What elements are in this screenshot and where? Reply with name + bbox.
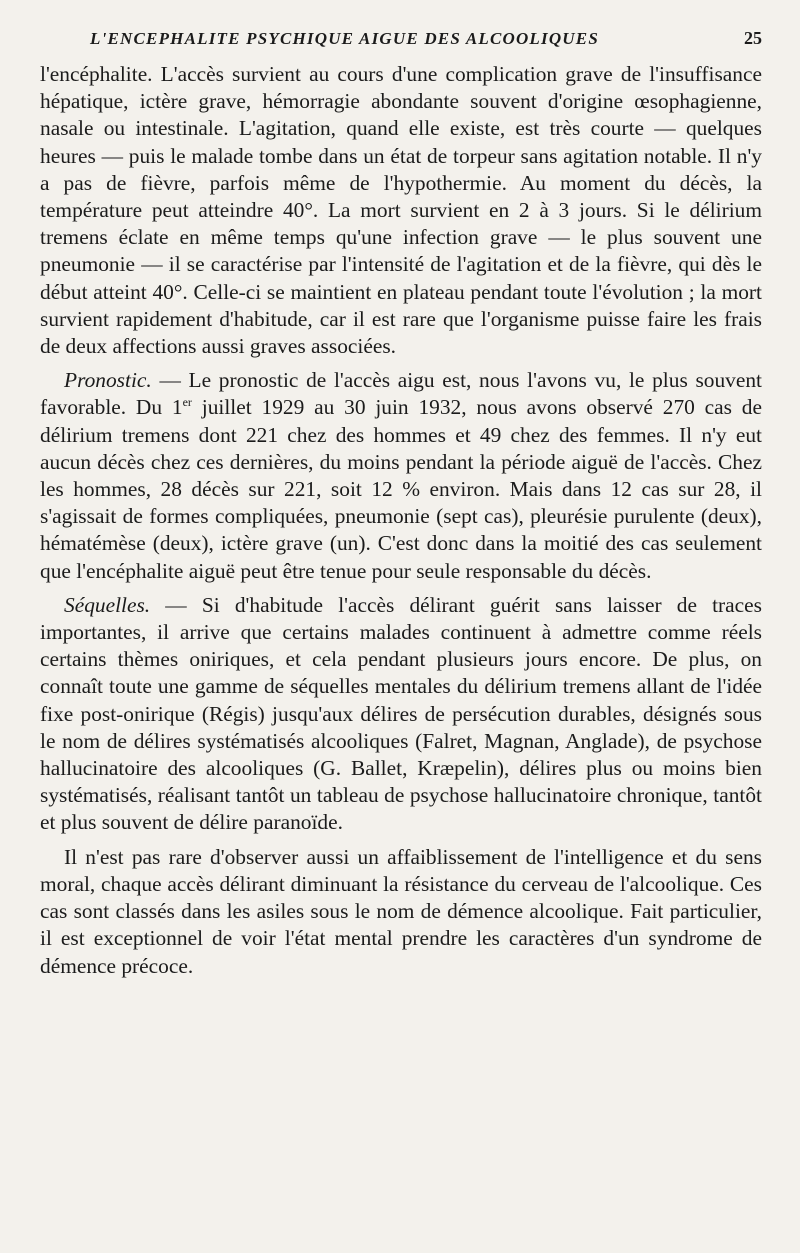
- paragraph-encephalite: l'encéphalite. L'accès survient au cours d'une complication grave de l'insuffisance hépatique, ictère grave, hémorragie abondante souvent d'origine œsophagienne, nasale ou intestinale. L'agitation, quand elle existe, est très courte — quelques heures — puis le malade tombe dans un état de torpeur sans agitation notable. Il n'y a pas de fièvre, parfois même de l'hypothermie. Au moment du décès, la température peut atteindre 40°. La mort survient en 2 à 3 jours. Si le délirium tremens éclate en même temps qu'une infection grave — le plus souvent une pneumonie — il se caractérise par l'intensité de l'agitation et de la fièvre, qui dès le début atteint 40°. Celle-ci se maintient en plateau pendant toute l'évolution ; la mort survient rapidement d'habitude, car il est rare que l'organisme puisse faire les frais de deux affections aussi graves associées.: [40, 62, 762, 359]
- runin-heading-pronostic: Pronostic.: [64, 368, 152, 393]
- paragraph-sequelles: [40, 592, 762, 837]
- paragraph-affaiblissement: Il n'est pas rare d'observer aussi un affaiblissement de l'intelligence et du sens moral, chaque accès délirant diminuant la résistance du cerveau de l'alcoolique. Ces cas sont classés dans les asiles sous le nom de démence alcoolique. Fait particulier, il est exceptionnel de voir l'état mental prendre les caractères d'un syndrome de démence précoce.: [40, 844, 762, 978]
- ordinal-superscript: er: [182, 395, 192, 410]
- paragraph-pronostic: [40, 367, 762, 585]
- pronostic-text-b: juillet 1929 au 30 juin 1932, nous avons observé 270 cas de délirium tremens dont 221 chez des hommes et 49 chez des femmes. Il n'y eut aucun décès chez ces dernières, du moins pendant la période aiguë de l'accès. Chez les hommes, 28 décès sur 221, soit 12 % environ. Mais dans 12 cas sur 28, il s'agissait de formes compliquées, pneumonie (sept cas), pleurésie purulente (deux), hématémèse (deux), ictère grave (un). C'est donc dans la moitié des cas seulement que l'encéphalite aiguë peut être tenue pour seule responsable du décès.: [40, 395, 762, 583]
- page-number: 25: [744, 28, 762, 48]
- running-title: L'ENCEPHALITE PSYCHIQUE AIGUE DES ALCOOLIQUES: [90, 29, 599, 48]
- pronostic-text-a: — Le pronostic de l'accès aigu est, nous l'avons vu, le plus souvent favorable. Du 1: [40, 368, 762, 420]
- sequelles-text: — Si d'habitude l'accès délirant guérit sans laisser de traces importantes, il arrive que certains malades continuent à admettre comme réels certains thèmes oniriques, et cela pendant plusieurs jours encore. De plus, on connaît toute une gamme de séquelles mentales du délirium tremens allant de l'idée fixe post-onirique (Régis) jusqu'aux délires de persécution durables, désignés sous le nom de délires systématisés alcooliques (Falret, Magnan, Anglade), de psychose hallucinatoire des alcooliques (G. Ballet, Kræpelin), délires plus ou moins bien systématisés, réalisant tantôt un tableau de psychose hallucinatoire chronique, tantôt et plus souvent de délire paranoïde.: [40, 592, 762, 835]
- running-header: [90, 28, 762, 49]
- body-text: [40, 61, 762, 980]
- runin-heading-sequelles: Séquelles.: [64, 592, 151, 617]
